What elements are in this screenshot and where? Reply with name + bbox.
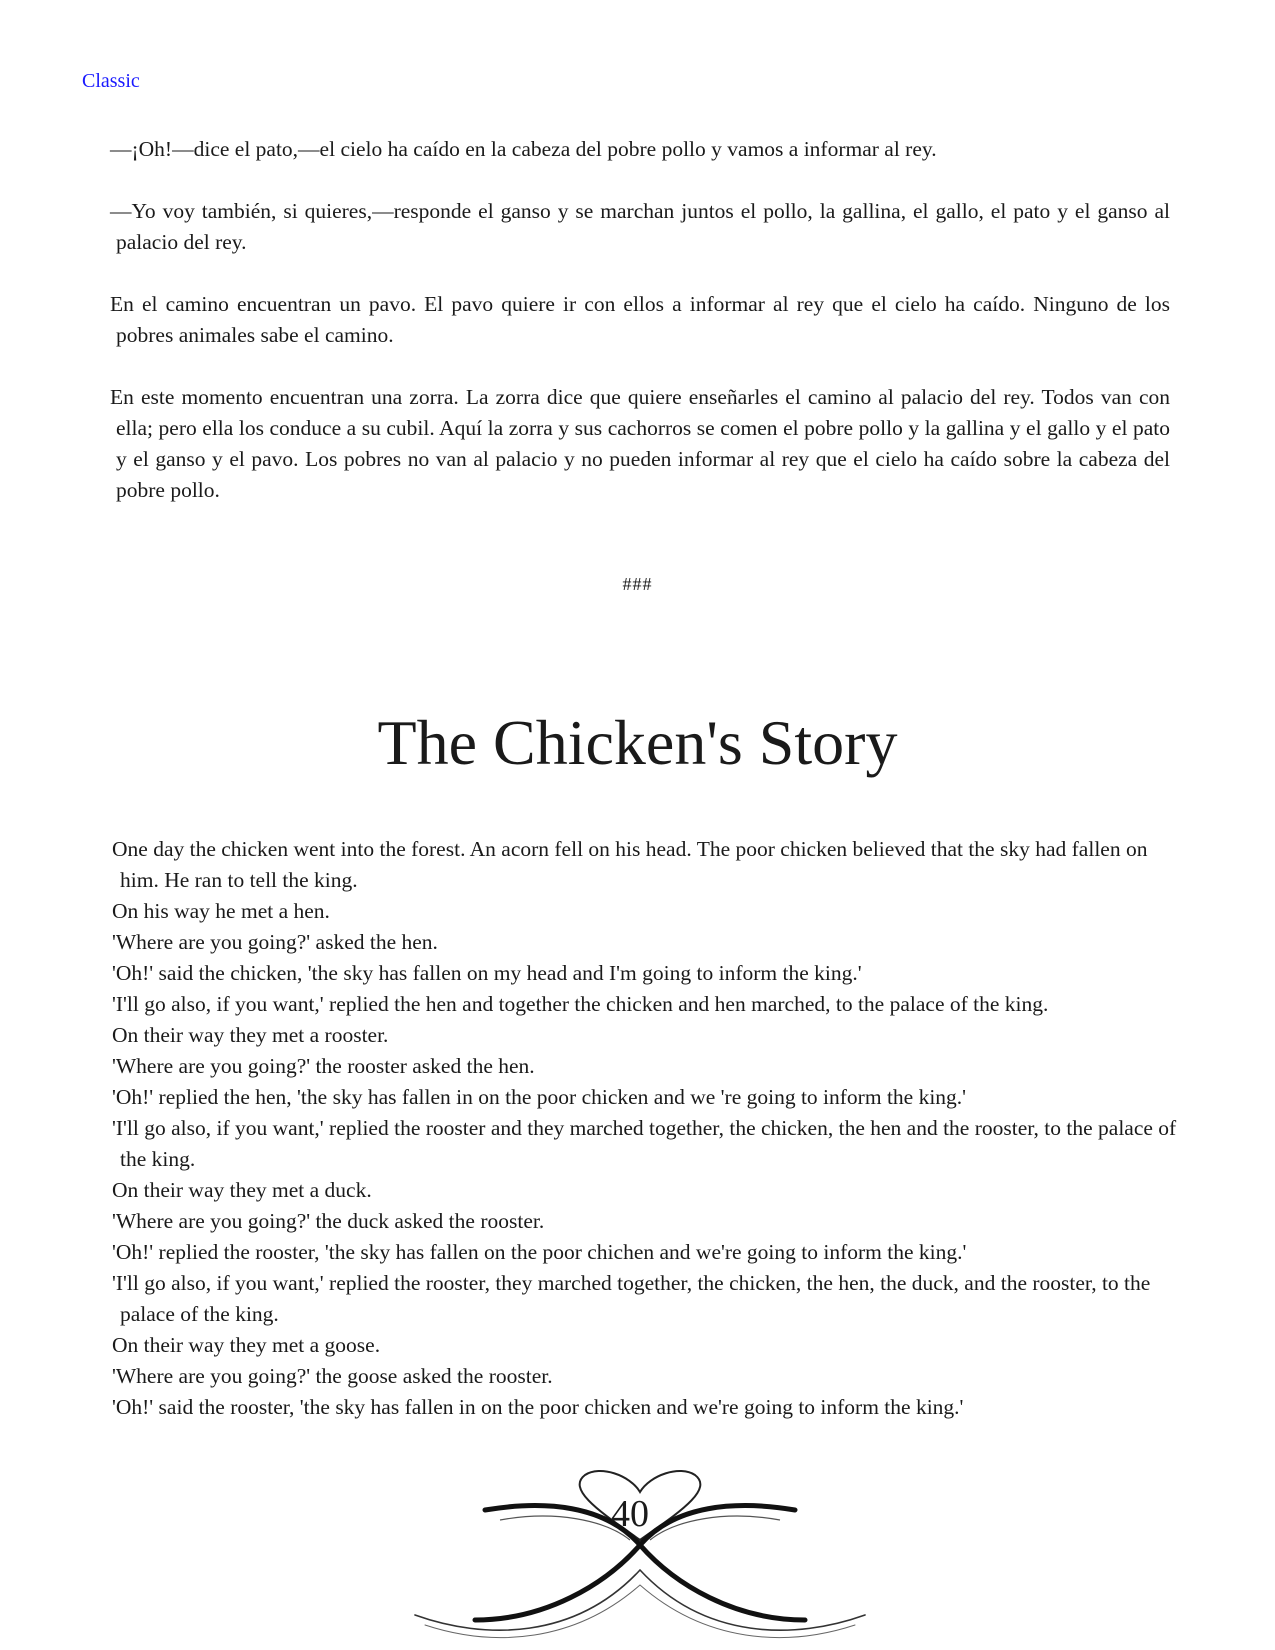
story-line: On his way he met a hen.	[112, 899, 330, 923]
story-line: 'Where are you going?' the rooster asked the hen.	[112, 1054, 535, 1078]
story-line: On their way they met a goose.	[112, 1333, 381, 1357]
story-line: On their way they met a duck.	[112, 1178, 372, 1202]
story-text-section	[112, 834, 1182, 1423]
story-line: 'I'll go also, if you want,' replied the rooster, they marched together, the chicken, the hen, the duck, and the rooster, to the palace of the king.	[112, 1271, 1151, 1326]
spanish-paragraph: —¡Oh!—dice el pato,—el cielo ha caído en la cabeza del pobre pollo y vamos a informar al rey.	[110, 137, 937, 161]
story-line: On their way they met a rooster.	[112, 1023, 389, 1047]
header-classic-link[interactable]: Classic	[82, 70, 140, 92]
story-title: The Chicken's Story	[377, 707, 898, 778]
spanish-paragraph: En el camino encuentran un pavo. El pavo quiere ir con ellos a informar al rey que el cielo ha caído. Ninguno de los pobres animales sabe el camino.	[110, 292, 1170, 347]
story-line: 'Oh!' said the rooster, 'the sky has fallen in on the poor chicken and we're going to inform the king.'	[112, 1395, 964, 1419]
spanish-paragraph: En este momento encuentran una zorra. La zorra dice que quiere enseñarles el camino al palacio del rey. Todos van con ella; pero ella los conduce a su cubil. Aquí la zorra y sus cachorros se comen el pobre pollo y la gallina y el gallo y el pato y el ganso y el pavo. Los pobres no van al palacio y no pueden informar al rey que el cielo ha caído sobre la cabeza del pobre pollo.	[110, 385, 1170, 502]
story-line: 'I'll go also, if you want,' replied the hen and together the chicken and hen marched, to the palace of the king.	[112, 992, 1049, 1016]
story-line: 'Oh!' said the chicken, 'the sky has fallen on my head and I'm going to inform the king.'	[112, 961, 862, 985]
story-line: 'Where are you going?' the duck asked the rooster.	[112, 1209, 545, 1233]
story-line: 'I'll go also, if you want,' replied the rooster and they marched together, the chicken, the hen and the rooster, to the palace of the king.	[112, 1116, 1177, 1171]
spanish-text-section	[110, 134, 1170, 537]
spanish-paragraph: —Yo voy también, si quieres,—responde el ganso y se marchan juntos el pollo, la gallina, el gallo, el pato y el ganso al palacio del rey.	[110, 199, 1170, 254]
story-line: 'Where are you going?' the goose asked the rooster.	[112, 1364, 553, 1388]
page-number: 40	[611, 1493, 649, 1535]
story-line: 'Oh!' replied the hen, 'the sky has fallen in on the poor chicken and we 're going to inform the king.'	[112, 1085, 967, 1109]
story-line: 'Oh!' replied the rooster, 'the sky has fallen on the poor chichen and we're going to inform the king.'	[112, 1240, 967, 1264]
story-line: 'Where are you going?' asked the hen.	[112, 930, 438, 954]
story-line: One day the chicken went into the forest. An acorn fell on his head. The poor chicken believed that the sky had fallen on him. He ran to tell the king.	[112, 837, 1148, 892]
section-separator: ###	[622, 574, 653, 594]
